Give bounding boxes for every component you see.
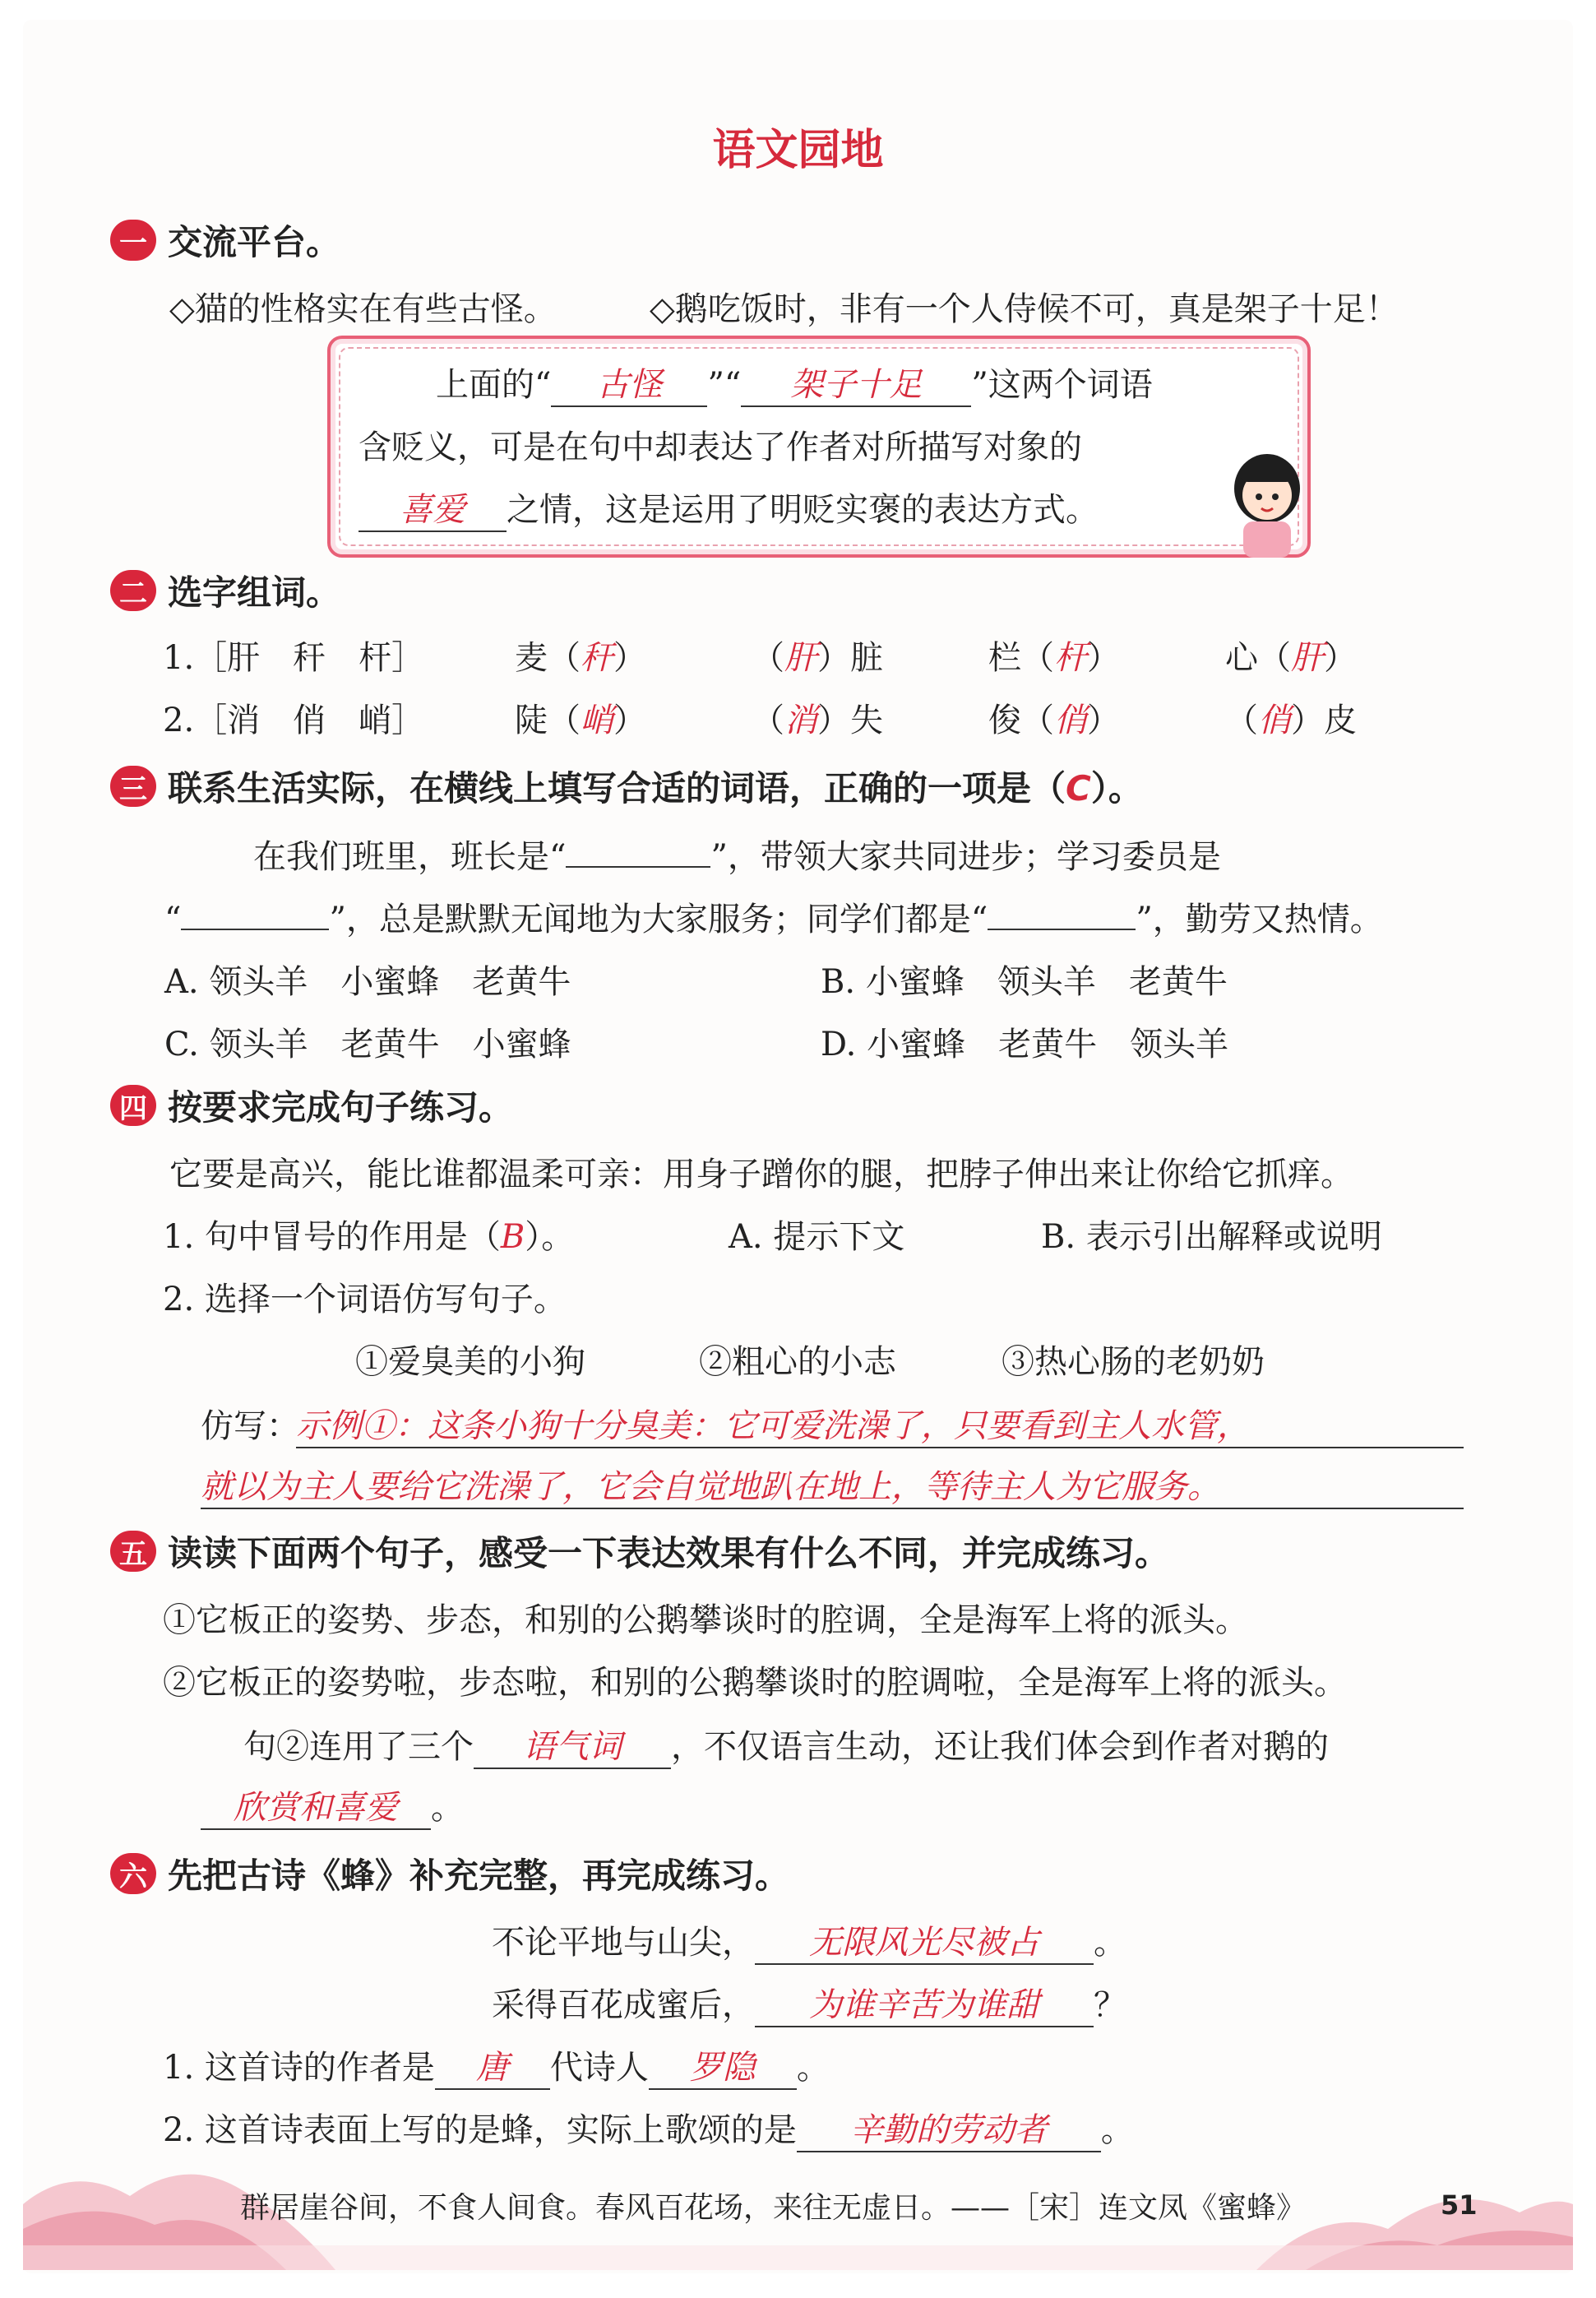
section-3-heading xyxy=(110,762,1143,811)
char-group-label: 1.［肝 秆 杆］ xyxy=(163,639,425,677)
section-title: 先把古诗《蜂》补充完整，再完成练习。 xyxy=(168,1856,790,1896)
section-title: 选字组词。 xyxy=(168,572,341,613)
question-1: 1. 这首诗的作者是 唐 代诗人 罗隐 。 xyxy=(163,2041,830,2090)
section-5-heading xyxy=(110,1527,1169,1576)
section-6-heading xyxy=(110,1849,789,1898)
imitation-label: 仿写： xyxy=(201,1407,299,1445)
word-item: 麦（秆） xyxy=(515,639,646,677)
word-item: （肝）脏 xyxy=(752,639,883,677)
answer-blank[interactable]: 辛勤的劳动者 xyxy=(797,2104,1101,2152)
answer-blank[interactable]: 喜爱 xyxy=(359,484,507,532)
example-sentence: ◇鹅吃饭时，非有一个人侍候不可，真是架子十足！ xyxy=(650,290,1399,328)
page-title: 语文园地 xyxy=(712,125,884,175)
example-sentence: ◇猫的性格实在有些古怪。 xyxy=(169,290,557,328)
answer-blank[interactable]: 语气词 xyxy=(474,1721,671,1769)
section-badge: 五 xyxy=(110,1531,156,1572)
answer-blank[interactable]: 架子十足 xyxy=(741,359,971,407)
poem-line-1: 不论平地与山尖， 无限风光尽被占 。 xyxy=(492,1916,1126,1965)
choice-item: ②粗心的小志 xyxy=(699,1343,896,1381)
word-item: 陡（峭） xyxy=(515,702,646,739)
question-1: 1. 句中冒号的作用是（B）。 xyxy=(163,1218,575,1256)
summary-line-1: 上面的“ 古怪 ”“ 架子十足 ”这两个词语 xyxy=(436,359,1153,407)
section-2-heading xyxy=(110,566,340,615)
answer-blank[interactable]: 罗隐 xyxy=(649,2041,797,2090)
source-sentence: 它要是高兴，能比谁都温柔可亲：用身子蹭你的腿，把脖子伸出来让你给它抓痒。 xyxy=(169,1156,1353,1193)
answer-blank[interactable]: 为谁辛苦为谁甜 xyxy=(755,1979,1094,2027)
answer[interactable]: C xyxy=(1066,768,1091,808)
section-1-heading xyxy=(110,215,340,265)
option-c[interactable]: C. 领头羊 老黄牛 小蜜蜂 xyxy=(164,1026,571,1063)
answer[interactable]: B xyxy=(500,1218,525,1256)
section-title: 按要求完成句子练习。 xyxy=(168,1087,514,1128)
word-item: （俏）皮 xyxy=(1225,702,1357,739)
answer-blank[interactable]: 欣赏和喜爱 xyxy=(201,1781,431,1830)
imitation-answer-line[interactable]: 就以为主人要给它洗澡了，它会自觉地趴在地上，等待主人为它服务。 xyxy=(201,1461,1464,1509)
option-d[interactable]: D. 小蜜蜂 老黄牛 领头羊 xyxy=(821,1026,1229,1063)
answer-blank[interactable]: 古怪 xyxy=(551,359,707,407)
word-item: （消）失 xyxy=(752,702,883,739)
word-item: 心（肝） xyxy=(1225,639,1357,677)
paragraph-line: 在我们班里，班长是“ ”，带领大家共同进步；学习委员是 xyxy=(253,838,1221,876)
word-item: 俊（俏） xyxy=(988,702,1120,739)
cartoon-girl-icon xyxy=(1222,447,1312,559)
poem-line-2: 采得百花成蜜后， 为谁辛苦为谁甜 ？ xyxy=(492,1979,1126,2027)
section-title: 交流平台。 xyxy=(168,222,341,262)
section-badge: 二 xyxy=(110,570,156,611)
char-group-label: 2.［消 俏 峭］ xyxy=(163,702,425,739)
section-4-heading xyxy=(110,1081,513,1130)
section-title: 读读下面两个句子，感受一下表达效果有什么不同，并完成练习。 xyxy=(168,1533,1170,1573)
section-badge: 三 xyxy=(110,766,156,807)
answer-blank[interactable]: 无限风光尽被占 xyxy=(755,1916,1094,1965)
footer-quote: 群居崖谷间，不食人间食。春风百花场，来往无虚日。——［宋］连文凤《蜜蜂》 xyxy=(240,2191,1307,2225)
summary-line-2: 含贬义，可是在句中却表达了作者对所描写对象的 xyxy=(359,429,1082,466)
option-b[interactable]: B. 表示引出解释或说明 xyxy=(1041,1218,1382,1256)
section-title: 联系生活实际，在横线上填写合适的词语，正确的一项是（C）。 xyxy=(168,768,1143,808)
sentence-2: ②它板正的姿势啦，步态啦，和别的公鹅攀谈时的腔调啦，全是海军上将的派头。 xyxy=(163,1664,1347,1702)
question-line: 句②连用了三个 语气词 ，不仅语言生动，还让我们体会到作者对鹅的 xyxy=(243,1721,1329,1769)
option-a[interactable]: A. 领头羊 小蜜蜂 老黄牛 xyxy=(164,963,571,1001)
choice-item: ③热心肠的老奶奶 xyxy=(1002,1343,1265,1381)
section-badge: 四 xyxy=(110,1085,156,1126)
summary-line-3: 喜爱 之情，这是运用了明贬实褒的表达方式。 xyxy=(359,484,1099,532)
option-a[interactable]: A. 提示下文 xyxy=(729,1218,905,1256)
page-number: 51 xyxy=(1441,2189,1478,2221)
question-2: 2. 选择一个词语仿写句子。 xyxy=(163,1281,567,1318)
paragraph-line: “ ”，总是默默无闻地为大家服务；同学们都是“ ”，勤劳又热情。 xyxy=(164,901,1383,938)
answer-blank[interactable]: 唐 xyxy=(435,2041,550,2090)
question-line: 欣赏和喜爱 。 xyxy=(201,1781,464,1830)
imitation-answer-line[interactable]: 示例①：这条小狗十分臭美：它可爱洗澡了，只要看到主人水管， xyxy=(296,1400,1464,1448)
option-b[interactable]: B. 小蜜蜂 领头羊 老黄牛 xyxy=(821,963,1228,1001)
word-item: 栏（杆） xyxy=(988,639,1120,677)
section-badge: 六 xyxy=(110,1853,156,1894)
section-badge: 一 xyxy=(110,220,156,261)
question-2: 2. 这首诗表面上写的是蜂，实际上歌颂的是 辛勤的劳动者 。 xyxy=(163,2104,1134,2152)
choice-item: ①爱臭美的小狗 xyxy=(355,1343,585,1381)
sentence-1: ①它板正的姿势、步态，和别的公鹅攀谈时的腔调，全是海军上将的派头。 xyxy=(163,1601,1248,1639)
